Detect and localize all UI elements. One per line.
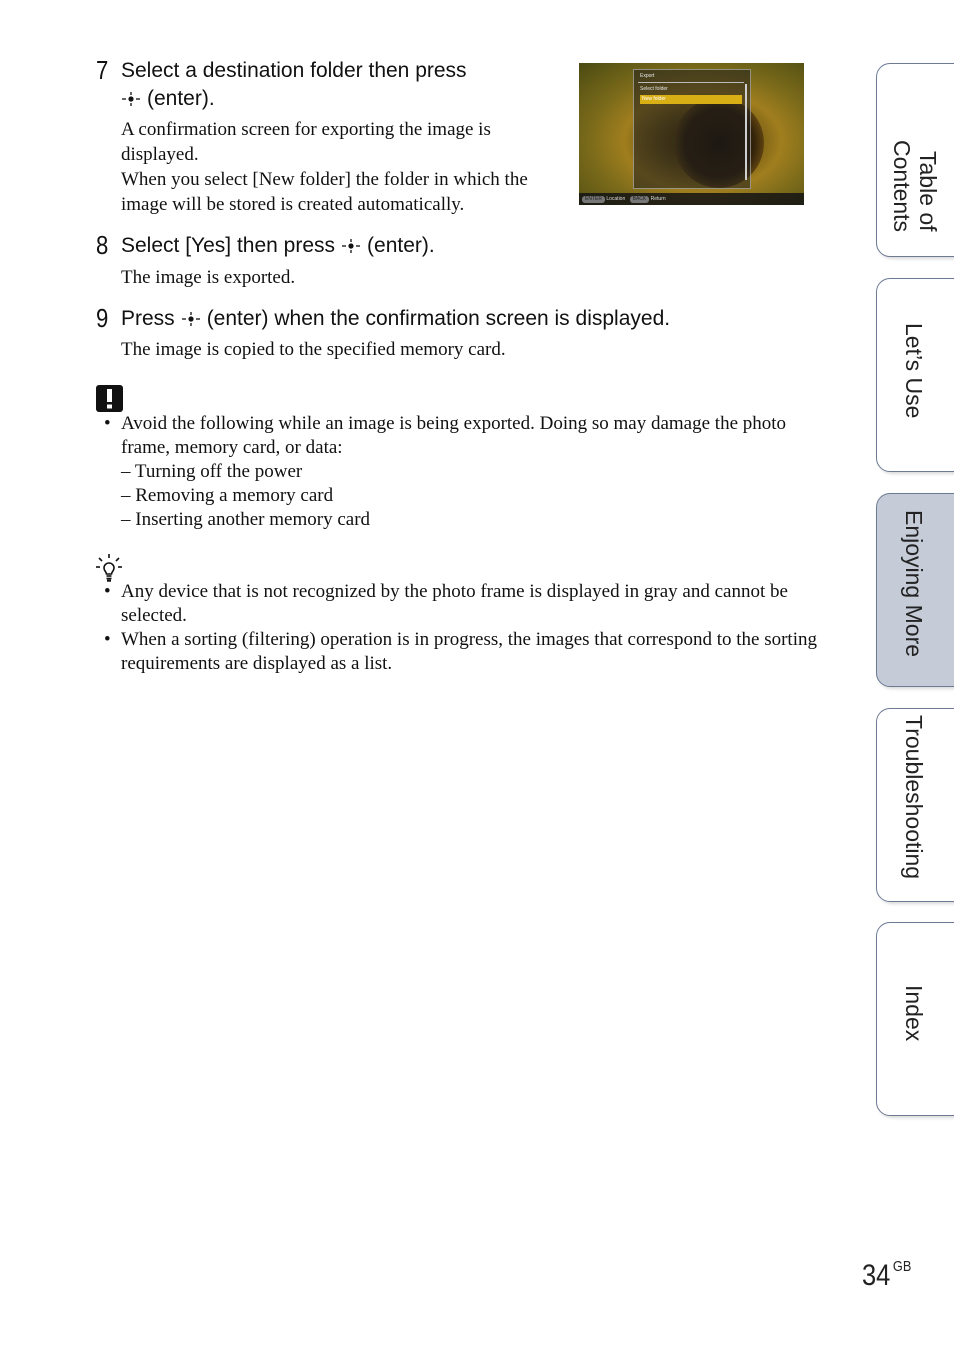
list-item (96, 412, 836, 460)
step-title-suffix: (enter). (147, 87, 215, 110)
list-sub-item: – Removing a memory card (121, 485, 334, 506)
list-item (96, 628, 836, 676)
bullet-mark: • (104, 581, 111, 602)
tip-text: When a sorting (filtering) operation is in progress, the images that correspond to the sorting requirements are displayed as a list. (121, 629, 817, 674)
body-line: A confirmation screen for exporting the image is (121, 119, 491, 140)
step-title-text: Select [Yes] then press (121, 234, 336, 257)
tab-enjoying-more[interactable] (876, 493, 954, 687)
caution-list (96, 412, 836, 532)
page-number (862, 1258, 911, 1293)
step-number: 7 (96, 55, 109, 85)
back-button-badge: BACK (630, 196, 650, 203)
bullet-mark: • (104, 629, 111, 650)
menu-scrollbar (745, 84, 747, 180)
step-7-body (121, 117, 566, 217)
export-menu (633, 69, 751, 189)
enter-icon (121, 92, 141, 106)
list-sub-item: – Turning off the power (121, 461, 303, 482)
tab-table-of-contents[interactable] (876, 63, 954, 257)
step-number: 9 (96, 303, 109, 333)
body-line: When you select [New folder] the folder in which the (121, 169, 528, 190)
tab-label: Enjoying More (901, 510, 927, 658)
list-sub-item: – Inserting another memory card (121, 509, 371, 530)
step-9-body (121, 337, 506, 362)
bullet-mark: • (104, 413, 111, 434)
page-number-suffix: GB (892, 1258, 912, 1275)
bar-return-text: Return (650, 196, 666, 202)
step-title-suffix: (enter) when the confirmation screen is displayed. (206, 307, 671, 330)
enter-icon (181, 312, 201, 326)
body-line: The image is exported. (121, 267, 296, 288)
menu-divider (638, 82, 744, 83)
screen-guide-bar (579, 193, 804, 205)
caution-text: Avoid the following while an image is being exported. Doing so may damage the photo frame, memory card, or data: (121, 413, 787, 458)
bar-location-text: Location (606, 196, 626, 202)
body-line: The image is copied to the specified memory card. (121, 339, 506, 360)
step-8-body (121, 265, 295, 290)
tip-text: Any device that is not recognized by the photo frame is displayed in gray and cannot be selected. (121, 581, 788, 626)
step-title (121, 232, 435, 260)
step-title-line1: Select a destination folder then press (121, 59, 467, 82)
tab-troubleshooting[interactable] (876, 708, 954, 902)
step-number: 8 (96, 230, 109, 260)
enter-icon (341, 239, 361, 253)
tab-label: Index (901, 985, 927, 1042)
menu-label: Select folder (640, 86, 668, 92)
page-number-value: 34 (862, 1259, 891, 1292)
step-title-line2 (121, 85, 215, 113)
step-title-suffix: (enter). (367, 234, 435, 257)
tips-list (96, 580, 836, 676)
export-screen-image (579, 63, 804, 205)
enter-button-badge: ENTER (582, 196, 605, 203)
tab-label: Let’s Use (901, 323, 927, 419)
body-line: image will be stored is created automatically. (121, 194, 465, 215)
menu-selected-item: New folder (640, 95, 742, 104)
tab-label: Troubleshooting (901, 715, 927, 880)
menu-title: Export (640, 73, 655, 79)
tab-index[interactable] (876, 922, 954, 1116)
tab-label: Table of Contents (889, 139, 941, 232)
list-item (96, 580, 836, 628)
step-title (121, 305, 670, 333)
step-title-text: Press (121, 307, 175, 330)
body-line: displayed. (121, 144, 199, 165)
tab-lets-use[interactable] (876, 278, 954, 472)
